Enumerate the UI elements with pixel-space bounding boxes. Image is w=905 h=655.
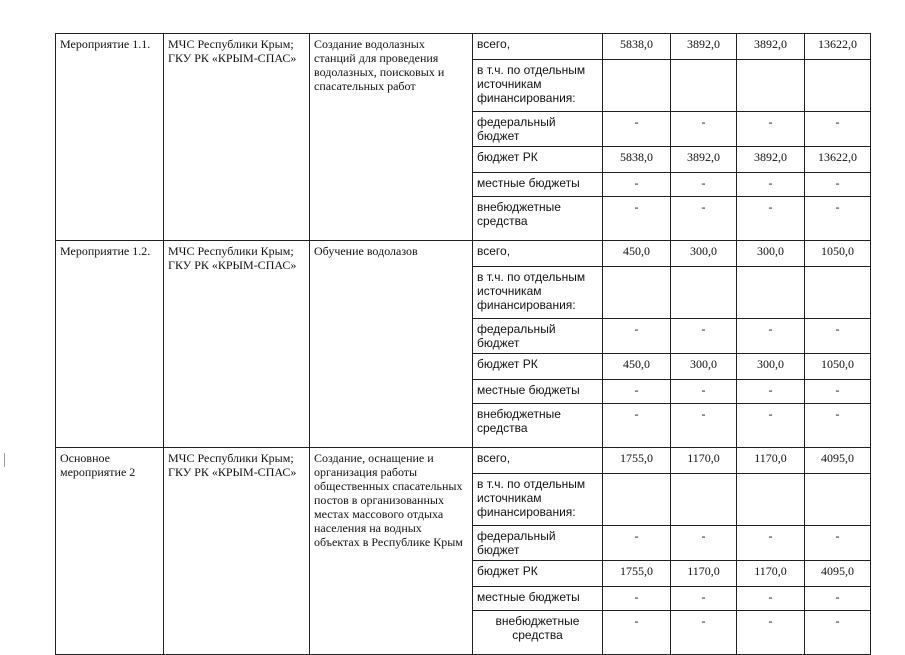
funding-source-cell: федеральный бюджет: [473, 319, 603, 354]
amount-cell: -: [603, 173, 671, 197]
funding-source-cell: местные бюджеты: [473, 587, 603, 611]
amount-cell: -: [603, 197, 671, 241]
funding-source-cell: федеральный бюджет: [473, 112, 603, 147]
amount-cell: 13622,0: [805, 34, 871, 60]
funding-source-cell: всего,: [473, 34, 603, 60]
amount-cell: 4095,0: [805, 448, 871, 474]
amount-cell: 3892,0: [737, 147, 805, 173]
amount-cell: 1050,0: [805, 354, 871, 380]
table-row: [56, 448, 871, 474]
amount-cell: -: [805, 404, 871, 448]
amount-cell: [603, 267, 671, 319]
funding-source-cell: всего,: [473, 448, 603, 474]
executor-cell: МЧС Республики Крым; ГКУ РК «КРЫМ-СПАС»: [164, 34, 310, 241]
event-cell: Мероприятие 1.2.: [56, 241, 164, 448]
amount-cell: -: [671, 380, 737, 404]
funding-source-cell: местные бюджеты: [473, 173, 603, 197]
amount-cell: -: [603, 380, 671, 404]
amount-cell: [805, 267, 871, 319]
amount-cell: 450,0: [603, 354, 671, 380]
amount-cell: [737, 267, 805, 319]
amount-cell: [671, 474, 737, 526]
amount-cell: -: [805, 587, 871, 611]
description-cell: Обучение водолазов: [310, 241, 473, 448]
amount-cell: 5838,0: [603, 147, 671, 173]
scan-margin-mark: [4, 453, 5, 467]
amount-cell: [737, 60, 805, 112]
amount-cell: [603, 474, 671, 526]
amount-cell: 1755,0: [603, 448, 671, 474]
event-cell: Мероприятие 1.1.: [56, 34, 164, 241]
funding-source-cell: местные бюджеты: [473, 380, 603, 404]
amount-cell: -: [603, 611, 671, 655]
funding-table-body: [56, 34, 871, 655]
amount-cell: 5838,0: [603, 34, 671, 60]
funding-source-cell: бюджет РК: [473, 354, 603, 380]
amount-cell: [805, 60, 871, 112]
funding-source-cell: всего,: [473, 241, 603, 267]
amount-cell: -: [671, 173, 737, 197]
amount-cell: 300,0: [671, 354, 737, 380]
amount-cell: [603, 60, 671, 112]
amount-cell: -: [671, 611, 737, 655]
amount-cell: -: [737, 319, 805, 354]
funding-table: [55, 33, 871, 655]
funding-source-cell: в т.ч. по отдельным источникам финансирования:: [473, 474, 603, 526]
amount-cell: -: [671, 319, 737, 354]
amount-cell: 4095,0: [805, 561, 871, 587]
amount-cell: [805, 474, 871, 526]
amount-cell: -: [737, 404, 805, 448]
amount-cell: -: [737, 112, 805, 147]
executor-cell: МЧС Республики Крым; ГКУ РК «КРЫМ-СПАС»: [164, 448, 310, 655]
amount-cell: -: [603, 526, 671, 561]
executor-cell: МЧС Республики Крым; ГКУ РК «КРЫМ-СПАС»: [164, 241, 310, 448]
amount-cell: 3892,0: [737, 34, 805, 60]
description-cell: Создание водолазных станций для проведения водолазных, поисковых и спасательных работ: [310, 34, 473, 241]
amount-cell: -: [805, 611, 871, 655]
table-row: [56, 241, 871, 267]
event-cell: Основное мероприятие 2: [56, 448, 164, 655]
funding-source-cell: в т.ч. по отдельным источникам финансирования:: [473, 267, 603, 319]
amount-cell: 1755,0: [603, 561, 671, 587]
amount-cell: 300,0: [737, 241, 805, 267]
amount-cell: 1170,0: [737, 561, 805, 587]
amount-cell: [737, 474, 805, 526]
amount-cell: -: [737, 587, 805, 611]
amount-cell: -: [737, 611, 805, 655]
funding-source-cell: внебюджетные средства: [473, 404, 603, 448]
description-cell: Создание, оснащение и организация работы общественных спасательных постов в организованных местах массового отдыха населения на водных объектах в Республике Крым: [310, 448, 473, 655]
amount-cell: -: [603, 112, 671, 147]
table-row: [56, 34, 871, 60]
amount-cell: -: [805, 112, 871, 147]
amount-cell: -: [603, 587, 671, 611]
funding-source-cell: федеральный бюджет: [473, 526, 603, 561]
funding-source-cell: бюджет РК: [473, 561, 603, 587]
amount-cell: -: [805, 380, 871, 404]
amount-cell: 3892,0: [671, 34, 737, 60]
amount-cell: 1170,0: [737, 448, 805, 474]
amount-cell: 1170,0: [671, 448, 737, 474]
amount-cell: 1170,0: [671, 561, 737, 587]
amount-cell: -: [671, 587, 737, 611]
amount-cell: [671, 267, 737, 319]
funding-source-cell: в т.ч. по отдельным источникам финансирования:: [473, 60, 603, 112]
funding-source-cell: внебюджетные средства: [473, 197, 603, 241]
amount-cell: -: [671, 404, 737, 448]
amount-cell: -: [737, 526, 805, 561]
amount-cell: -: [737, 173, 805, 197]
funding-source-cell: внебюджетные средства: [473, 611, 603, 655]
amount-cell: -: [737, 380, 805, 404]
amount-cell: 3892,0: [671, 147, 737, 173]
amount-cell: -: [603, 319, 671, 354]
amount-cell: -: [805, 526, 871, 561]
amount-cell: -: [805, 197, 871, 241]
amount-cell: -: [671, 526, 737, 561]
amount-cell: -: [805, 173, 871, 197]
amount-cell: 1050,0: [805, 241, 871, 267]
amount-cell: 300,0: [737, 354, 805, 380]
amount-cell: -: [805, 319, 871, 354]
amount-cell: -: [603, 404, 671, 448]
amount-cell: [671, 60, 737, 112]
amount-cell: -: [671, 197, 737, 241]
amount-cell: -: [737, 197, 805, 241]
amount-cell: 450,0: [603, 241, 671, 267]
funding-source-cell: бюджет РК: [473, 147, 603, 173]
amount-cell: -: [671, 112, 737, 147]
amount-cell: 13622,0: [805, 147, 871, 173]
amount-cell: 300,0: [671, 241, 737, 267]
